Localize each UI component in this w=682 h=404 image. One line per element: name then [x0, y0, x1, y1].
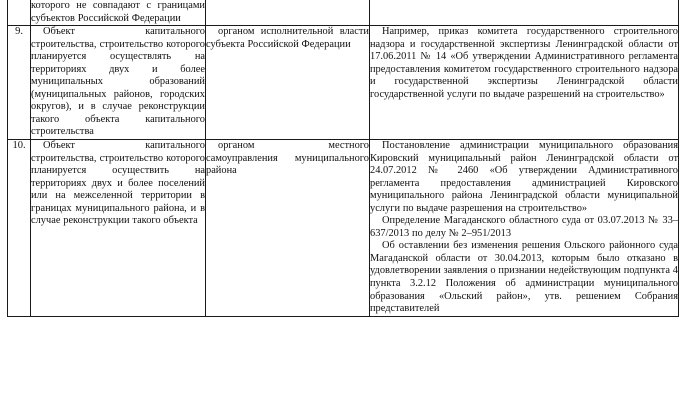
- reference-cell: [370, 26, 679, 140]
- object-description-cell: [31, 0, 206, 26]
- reference-text: Например, приказ комитета государственного строительного надзора и государственной экспертизы Ленинградской области от 17.06.2011 № 14 «Об утверждении Административного регламента предоставления комитетом государственного строительного надзора и государственной экспертизы Ленинградской области государственной услуги по выдаче разрешений на строительство»: [370, 26, 678, 100]
- authority-cell: [206, 26, 370, 140]
- table-row: [8, 0, 679, 26]
- authority-cell: [206, 140, 370, 317]
- table-row: [8, 140, 679, 317]
- row-number: 9.: [15, 26, 23, 38]
- row-number-cell: [8, 0, 31, 26]
- row-number: 10.: [12, 140, 26, 152]
- object-description-cell: [31, 26, 206, 140]
- authority-text: органом исполнительной власти субъекта Российской Федерации: [206, 26, 369, 50]
- reference-paragraph: Постановление администрации муниципального образования Кировский муниципальный район Ленинградской области от 24.07.2012 № 2460 «Об утверждении Административного регламента предоставления администрацией Кировского муниципального района Ленинградской области муниципальной услуги по выдаче разрешения на строительство»: [370, 140, 678, 214]
- object-description-text: которого не совпадают с границами субъектов Российской Федерации: [31, 0, 205, 24]
- reference-cell: [370, 0, 679, 26]
- row-number-cell: [8, 26, 31, 140]
- row-number-cell: [8, 140, 31, 317]
- reference-cell: [370, 140, 679, 317]
- reference-paragraph: Определение Магаданского областного суда от 03.07.2013 № 33–637/2013 по делу № 2–951/2013: [370, 215, 678, 239]
- regulation-table: [7, 0, 679, 317]
- authority-text: органом местного самоуправления муниципального района: [206, 140, 369, 177]
- table-row: [8, 26, 679, 140]
- reference-paragraph: Об оставлении без изменения решения Ольского районного суда Магаданской области от 30.04.2013, которым было отказано в удовлетворении заявления о признании недействующим подпункта 4 пункта 3.2.12 Положения об администрации муниципального образования «Ольский район», утв. решением Собрания представителей: [370, 240, 678, 315]
- object-description-cell: [31, 140, 206, 317]
- authority-cell: [206, 0, 370, 26]
- object-description-text: Объект капитального строительства, строительство которого планируется осуществить на территориях двух и более поселений или на межселенной территории в границах муниципального района, и в случае реконструкции такого объекта: [31, 140, 205, 227]
- object-description-text: Объект капитального строительства, строительство которого планируется осуществлять на территориях двух и более муниципальных образований (муниципальных районов, городских округов), и в случае реконструкции такого объекта капитального строительства: [31, 26, 205, 138]
